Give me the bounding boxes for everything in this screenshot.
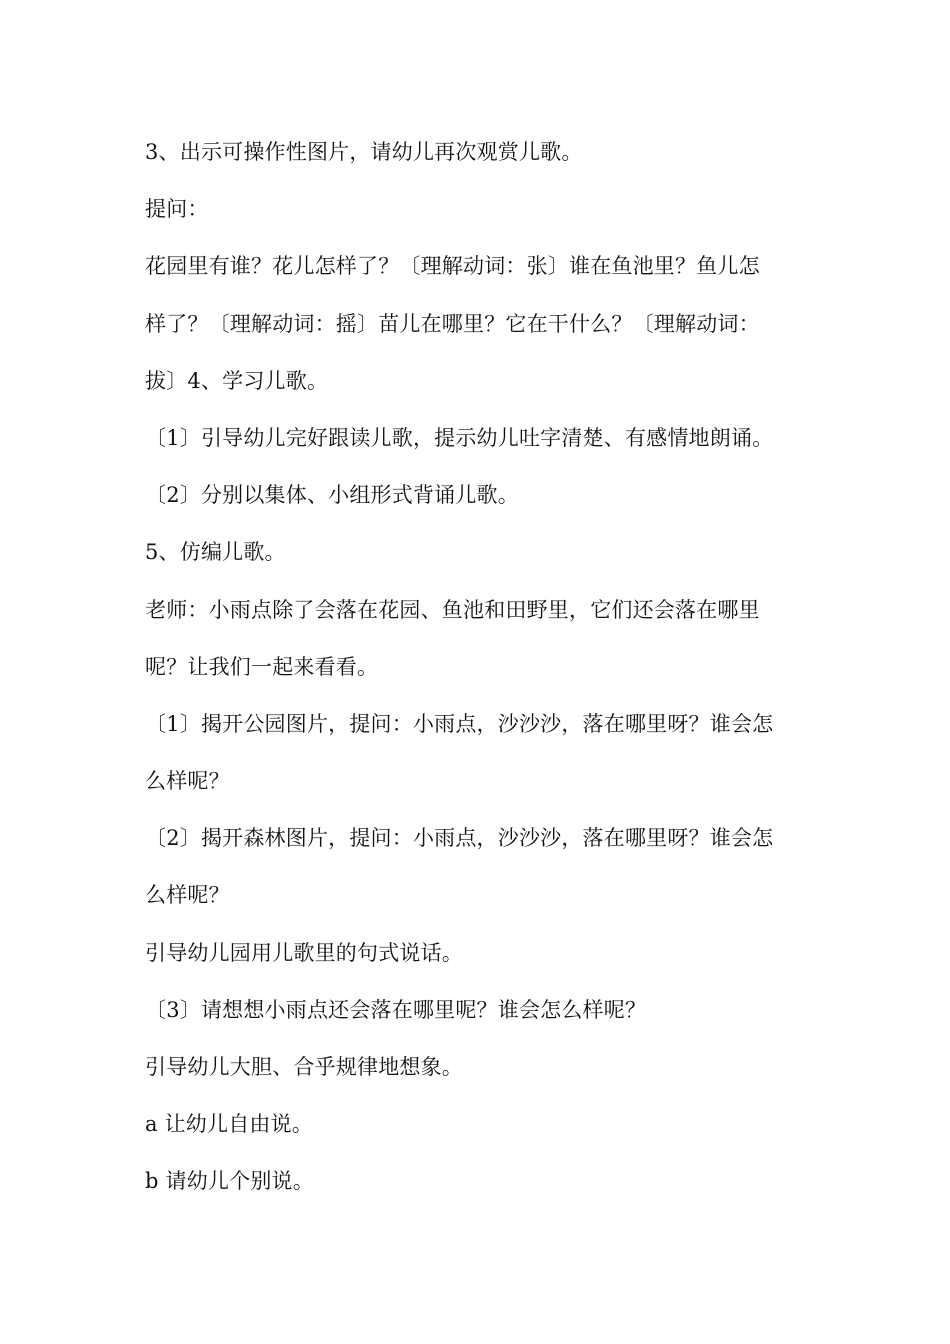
paragraph-line: 么样呢？ xyxy=(145,769,230,794)
paragraph-line: 3、出示可操作性图片，请幼儿再次观赏儿歌。 xyxy=(145,140,583,164)
paragraph-line: 〔3〕请想想小雨点还会落在哪里呢？谁会怎么样呢？ xyxy=(145,997,647,1022)
paragraph-line: 引导幼儿大胆、合乎规律地想象。 xyxy=(145,1055,463,1079)
paragraph-line: 5、仿编儿歌。 xyxy=(145,540,286,565)
document-body xyxy=(145,131,825,1218)
paragraph-line: 呢？让我们一起来看看。 xyxy=(145,654,379,679)
paragraph-line: 么样呢？ xyxy=(145,883,230,908)
paragraph-line: 〔1〕揭开公园图片，提问：小雨点，沙沙沙，落在哪里呀？谁会怎 xyxy=(145,711,774,736)
paragraph-line: 引导幼儿园用儿歌里的句式说话。 xyxy=(145,940,463,965)
paragraph-line: 提问： xyxy=(145,197,209,222)
paragraph-line: 〔2〕分别以集体、小组形式背诵儿歌。 xyxy=(145,483,519,508)
paragraph-line: 拔〕4、学习儿歌。 xyxy=(145,368,329,393)
paragraph-line: 老师：小雨点除了会落在花园、鱼池和田野里，它们还会落在哪里 xyxy=(145,597,760,622)
paragraph-line: b 请幼儿个别说。 xyxy=(145,1169,314,1194)
paragraph-line: 样了？〔理解动词：摇〕苗儿在哪里？它在干什么？〔理解动词： xyxy=(145,311,760,336)
paragraph-line: 〔2〕揭开森林图片，提问：小雨点，沙沙沙，落在哪里呀？谁会怎 xyxy=(145,826,774,851)
paragraph-line: 花园里有谁？花儿怎样了？〔理解动词：张〕谁在鱼池里？鱼儿怎 xyxy=(145,254,760,279)
paragraph-line: 〔1〕引导幼儿完好跟读儿歌，提示幼儿吐字清楚、有感情地朗诵。 xyxy=(145,425,774,450)
paragraph-line: a 让幼儿自由说。 xyxy=(145,1112,313,1137)
